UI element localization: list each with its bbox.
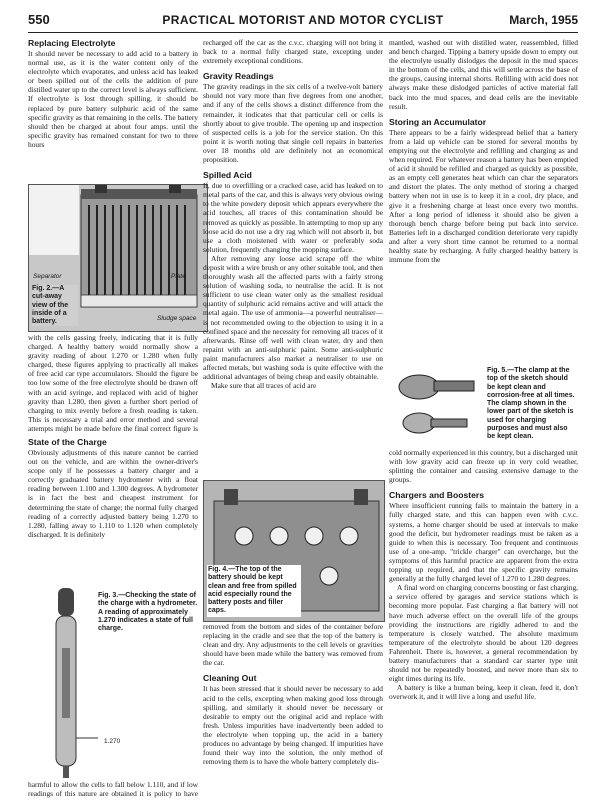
chargers-paragraph-2: A final word on charging concerns boosting or fast charging, a service offered by garages and service stations which is becoming more popular. Fast charging a flat battery will not have much adverse effect on the overall life of the groups providing the instructions are rigidly adhered to and the temperature is closely watched. The absolute maximum temperature of the electrolyte should be about 120 degrees Fahrenheit. There is, however, a general recommendation by battery manufacturers that a standard car starter type unit should not be repeatedly boosted, and never more than six to eight times during its life. (389, 583, 578, 684)
storing-paragraph: There appears to be a fairly widespread belief that a battery from a laid up vehicle can be stored for several months by emptying out the electrolyte and refilling and charging as and when required. For whatever reason a battery has been emptied of acid it should be refilled and charged as quickly as possible, as an empty cell generates heat which can char the separators and distort the plates. The only method of storing a charged battery when not in use is to keep it in a cool, dry place, and give it a freshening charge at least once every two months. After a long period of idleness it should also be given a thorough bench charge before being put back into service. Batteries left in a discharged condition deteriorate very rapidly and after a very short time cannot be returned to a normal healthy state by recharging. A fully charged healthy battery is immune from the (389, 127, 578, 265)
closing-paragraph: A battery is like a human being, keep it clean, feed it, don't overwork it, and it will live a long and useful life. (389, 683, 578, 702)
col2-after-fig4 (203, 622, 383, 776)
after-fig5-paragraph: cold normally experienced in this country, but a discharged unit with low gravity acid can freeze up in very cold weather, splitting the container and causing extensive damage to the groups. (389, 448, 578, 485)
after-fig2-paragraph: with the cells gassing freely, indicating that it is fully charged. A healthy battery would normally show a gravity reading of about 1.270 or 1.280 when fully charged, these figures applying to practically all makes of free acid car type accumulators. Should the figure be too low some of the free electrolyte should be drawn off with an acid syringe, and replaced with acid of higher gravity than 1.280, then given a further short period of charging to mix evenly before a fresh reading is taken. This is necessary a trial and error method and several attempts might be made before the final correct figure is (28, 333, 198, 433)
page-header (28, 12, 578, 33)
col2-top-paragraph: recharged off the car as the c.v.c. charging will not bring it back to a normal fully charged state, excepting under extremely exceptional conditions. (203, 38, 383, 66)
cleaning-paragraph: It has been stressed that it should never be necessary to add acid to the cells, excepting when making good loss through spilling, and similarly it should never be necessary or desirable to empty out the original acid and replace with fresh. Unless impurities have inadvertently been added to the electrolyte when topping up, the acid in a battery produces no advantage by being changed. If impurities have found their way into the solution, the only method of removing them is to have the whole battery completely dis- (203, 684, 383, 767)
fig5-caption: Fig. 5.—The clamp at the top of the sketch should be kept clean and corrosion-free at all times. The clamp shown in the lower part of the sketch is used for charging purposes and must also be kept clean. (487, 367, 575, 441)
fig2-caption: Fig. 2.—A cut-away view of the inside of a battery. (32, 285, 78, 326)
col1-bottom (28, 780, 198, 800)
separator-label: Separator (33, 273, 62, 280)
clamp-illustration (389, 365, 484, 445)
state-paragraph: Obviously adjustments of this nature cannot be carried out on the vehicle, and are within the owner-driver's scope only if he possesses a battery charger and a correctly graduated battery hydrometer with a float reading between 1.100 and 1.300 degrees. A hydrometer is in fact the best and cheapest instrument for determining the state of charge; the normal fully charged reading of a correctly adjusted battery being 1.270 to 1.280, falling away to 1.110 to 1.120 when completely discharged. It is definitely (28, 448, 198, 539)
fig4-battery-top (203, 480, 385, 622)
make-sure-line: Make sure that all traces of acid are (211, 381, 317, 391)
state-heading: State of the Charge (28, 437, 107, 447)
replacing-paragraph: It should never be necessary to add acid to a battery in normal use, as it is the water content only of the electrolyte which evaporates, and unless acid has leaked or been spilled out of the cells the addition of pure distilled water up to the correct level is always sufficient. If electrolyte is lost through spilling, it should be replaced by pure battery sulphuric acid of the same specific gravity as that remaining in the cells. The battery should then be charged at about four amps. until the specific gravity has remained constant for two to three hours (28, 49, 198, 149)
column-2 (203, 38, 383, 390)
col3-top-paragraph: mantled, washed out with distilled water, reassembled, filled and bench charged. Tipping a battery upside down to empty out the electrolyte usually dislodges the deposit in the mud spaces in the bottom of the cells, and this will settle across the base of the groups, causing internal shorts. Refilling with acid does not always make these dislodged particles of active material fall back into the mud spaces, and dead cells are the inevitable result. (389, 38, 578, 111)
fig4-caption: Fig. 4.—The top of the battery should be kept clean and free from spilled acid especially round the battery posts and filler caps. (207, 565, 301, 617)
col3-after-fig5 (389, 448, 578, 701)
fig5-clamps (389, 365, 578, 445)
gravity-paragraph: The gravity readings in the six cells of a twelve-volt battery should not vary more than five degrees from one another, and if any of the cells shows a distinct difference from the remainder, it indicates that that particular cell or cells is shortly about to give trouble. The opening up and inspection of suspected cells is a job for the service station. On this point it is worth noting that single cell repairs in batteries over 18 months old are definitely not an economical proposition. (203, 82, 383, 165)
chargers-paragraph-1: Where insufficient running fails to maintain the battery in a fully charged state, and this can happen even with c.v.c. systems, a home charger should be used at intervals to make good the deficit, but hydrometer readings must be taken as a guide to when this is necessary. Too frequent and continuous use of a one-amp. "trickle charger" can overcharge, but the symptoms of this harmful practice are apparent from the extra topping up required, and that the specific gravity remains generally at the fully charged level of 1.270 to 1.280 degrees. (389, 501, 578, 584)
storing-heading: Storing an Accumulator (389, 116, 487, 127)
hydrometer-illustration (28, 588, 108, 778)
column-3 (389, 38, 578, 264)
replacing-heading: Replacing Electrolyte (28, 38, 116, 48)
spilled-paragraph-1: If, due to overfilling or a cracked case, acid has leaked on to metal parts of the car, and this is always very obvious owing to the white powdery deposit which appears everywhere the acid touches, all traces of this contamination should be removed as quickly as possible. In attempting to mop up any loose acid do not use a dry rag which will not absorb it, but use a cloth moistened with water or preferably soda solution, frequently changing the mopping surface. (203, 181, 383, 254)
spilled-paragraph-2: After removing any loose acid scrape off the white deposit with a wire brush or any other suitable tool, and then thoroughly wash all the affected parts with a fairly strong solution of washing soda, to neutralise the acid. It is not sufficient to use clean water only as the smallest residual quantity of sulphuric acid remains active and will attack the metal again. The use of ammonia—a powerful neutraliser—is not recommended owing to the objection to using it in a confined space and the necessity for removing all traces of it afterwards. Rinse off well with clean water, dry and then repaint with an anti-sulphuric paint. Some anti-sulphuric paint manufacturers also market a neutraliser to use on affected metals, but washing soda is quite effective with the additional advantages of being cheap and easily obtainable. (203, 253, 383, 382)
fig3-hydrometer (28, 588, 198, 778)
col1-bottom-paragraph: harmful to allow the cells to fall below 1.110, and if low readings of this nature are obtained it is policy to have (28, 780, 198, 799)
page-number: 550 (28, 12, 50, 27)
cleaning-heading: Cleaning Out (203, 673, 257, 684)
fig3-caption: Fig. 3.—Checking the state of the charge with a hydrometer. A reading of approximately 1.270 indicates a state of full charge. (98, 592, 198, 633)
plate-label: Plate (171, 273, 186, 280)
chargers-heading: Chargers and Boosters (389, 490, 485, 501)
after-fig4-paragraph: removed from the bottom and sides of the container before replacing in the cradle and see that the top of the battery is clean and dry. Any adjustments to the cell levels or gravities should have been made while the battery was removed from the car. (203, 622, 383, 668)
sludge-space-label: Sludge space (157, 315, 197, 322)
issue-date: March, 1955 (509, 13, 578, 27)
gravity-heading: Gravity Readings (203, 71, 274, 82)
column-1 (28, 38, 198, 190)
magazine-title: PRACTICAL MOTORIST AND MOTOR CYCLIST (162, 13, 444, 27)
col1-after-fig2 (28, 333, 198, 558)
fig2-battery-cutaway (28, 184, 208, 332)
spilled-heading: Spilled Acid (203, 170, 252, 181)
hydrometer-scale-label: 1.270 (104, 738, 121, 745)
